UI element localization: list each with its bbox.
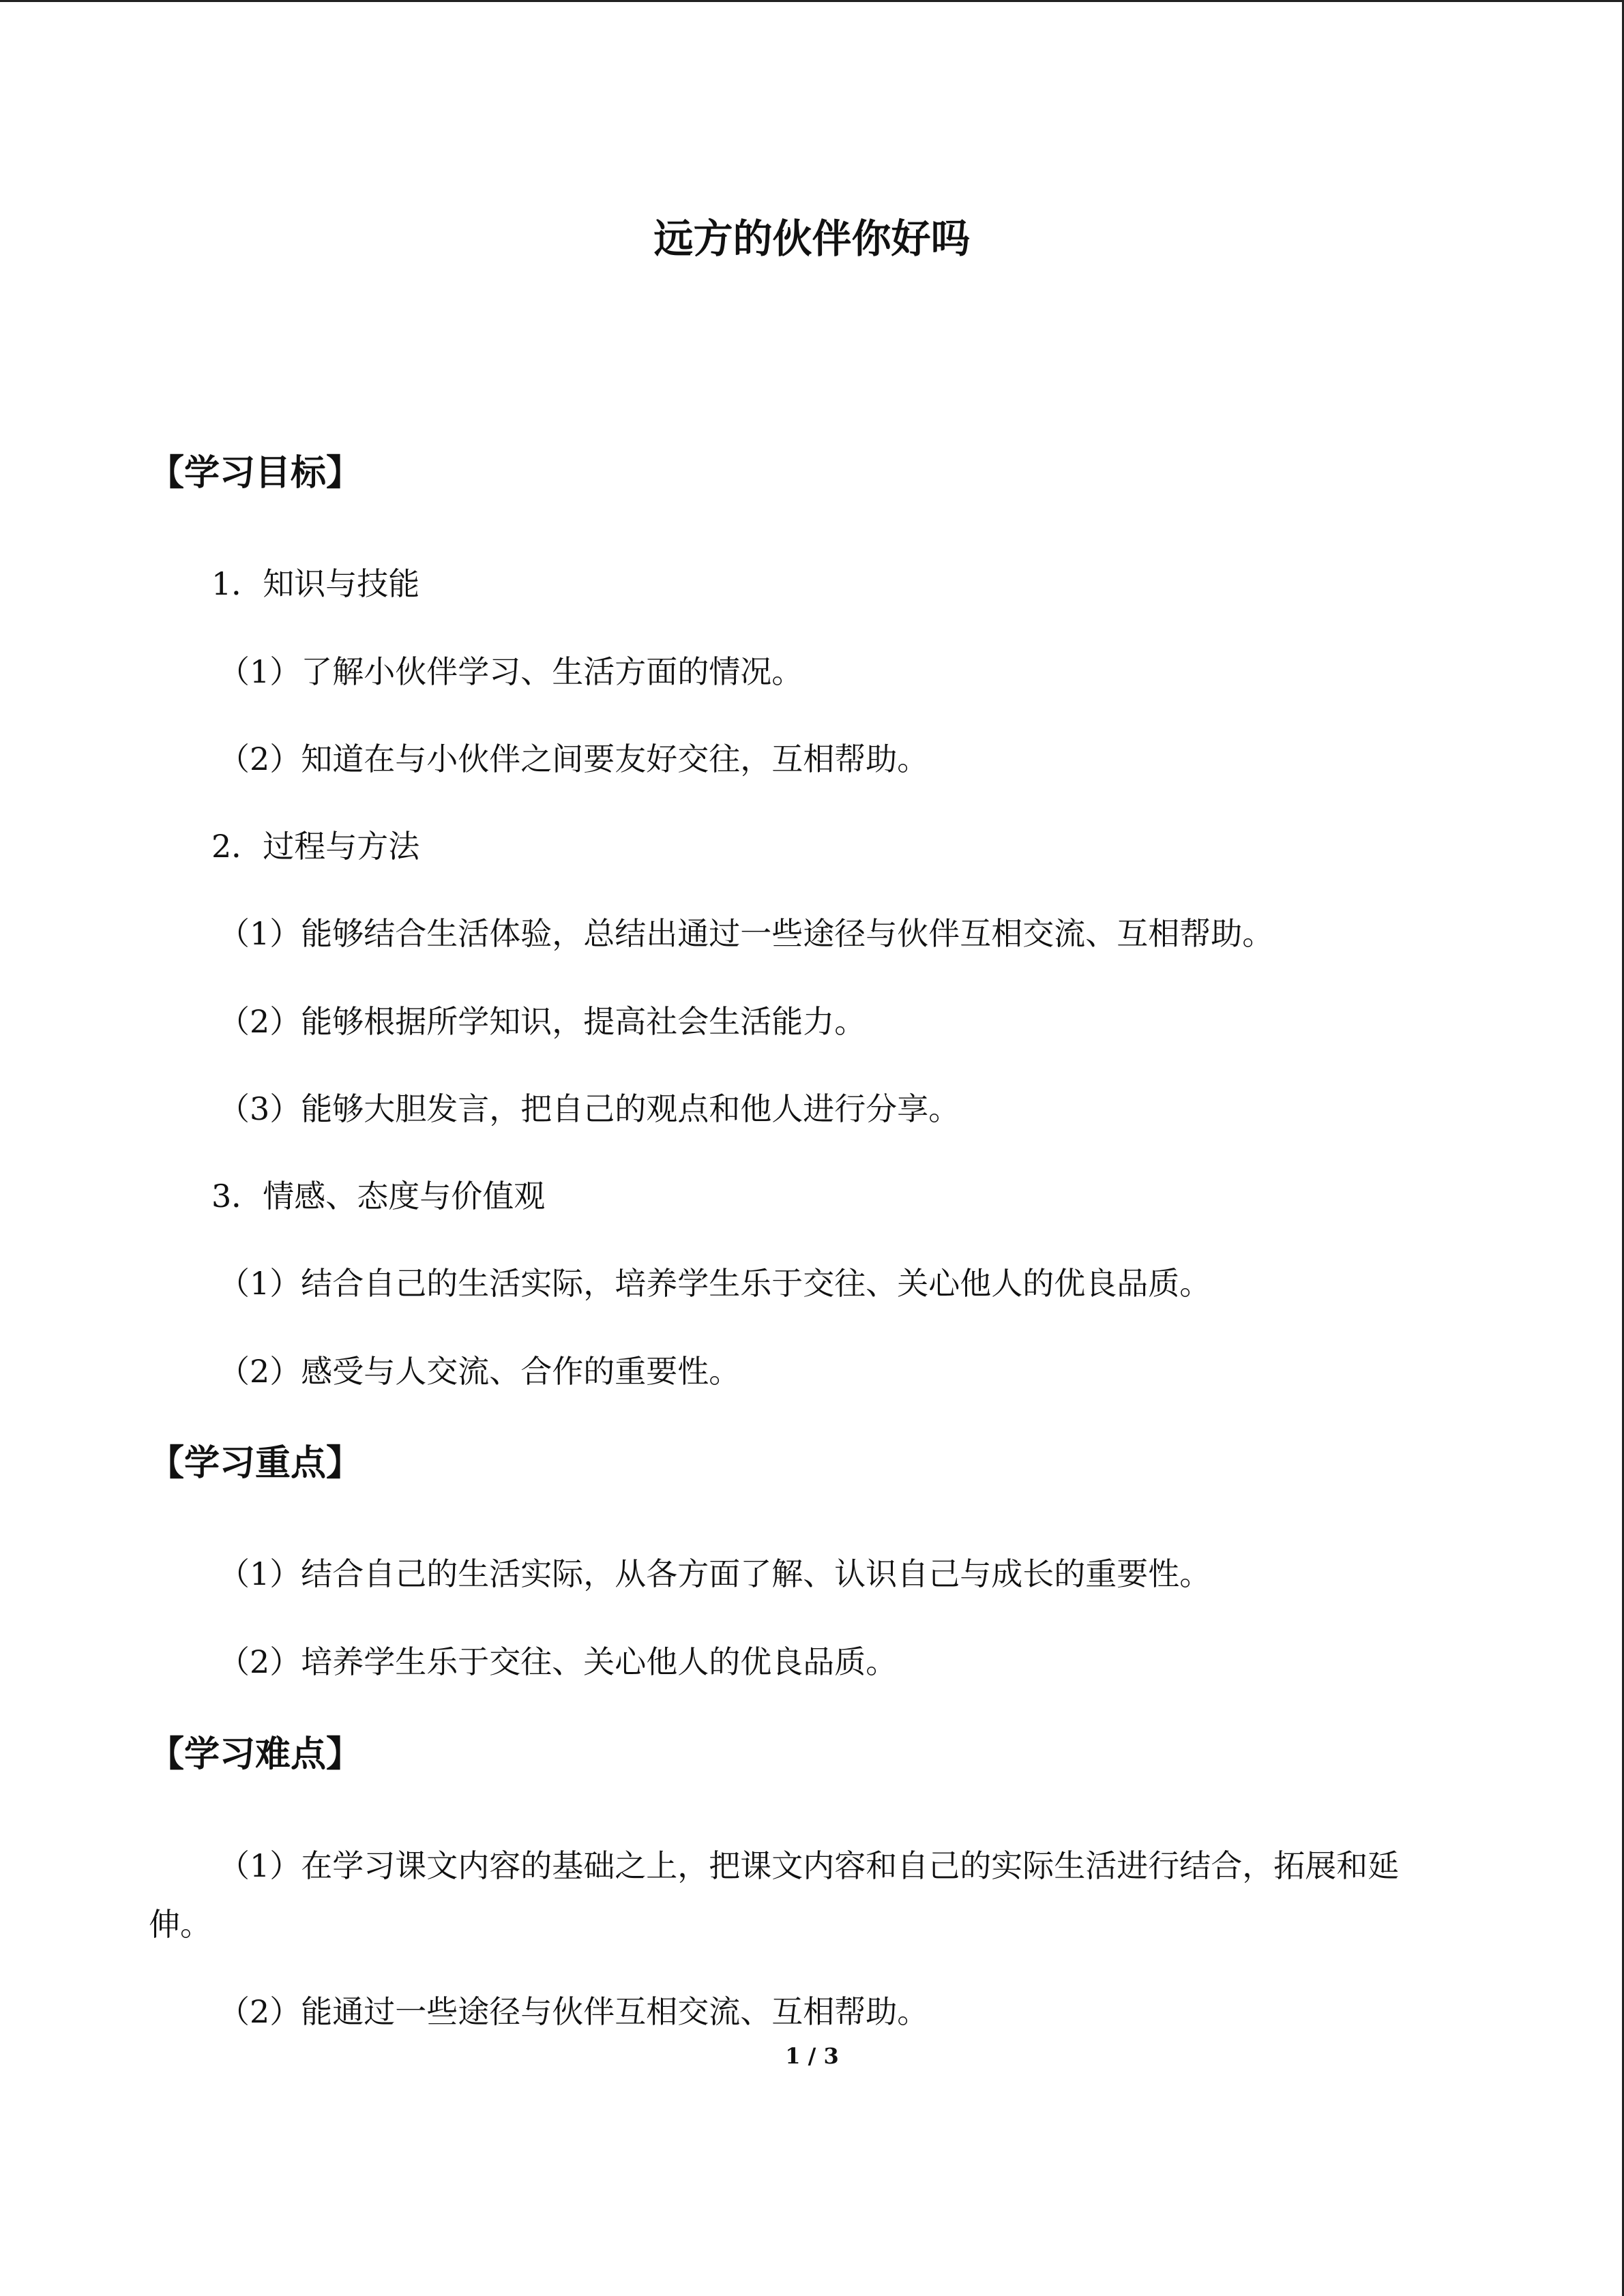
objective-item: （2）知道在与小伙伴之间要友好交往，互相帮助。 <box>218 741 929 777</box>
page-top-border <box>0 0 1624 2</box>
objective-group-label: 3．情感、态度与价值观 <box>211 1178 546 1214</box>
objective-group-label: 1．知识与技能 <box>211 565 420 602</box>
section-heading-key-points: 【学习重点】 <box>149 1442 362 1484</box>
section-heading-objectives: 【学习目标】 <box>149 452 362 494</box>
difficulty-item-continuation: 伸。 <box>149 1906 211 1943</box>
page-number: 1 / 3 <box>785 2043 839 2069</box>
objective-item: （3）能够大胆发言，把自己的观点和他人进行分享。 <box>218 1090 960 1127</box>
difficulty-item: （1）在学习课文内容的基础之上，把课文内容和自己的实际生活进行结合，拓展和延 <box>218 1847 1400 1884</box>
difficulty-item: （2）能通过一些途径与伙伴互相交流、互相帮助。 <box>218 1993 929 2030</box>
objective-item: （1）结合自己的生活实际，培养学生乐于交往、关心他人的优良品质。 <box>218 1265 1211 1302</box>
objective-item: （2）感受与人交流、合作的重要性。 <box>218 1353 741 1390</box>
document-title: 远方的伙伴你好吗 <box>653 215 971 262</box>
objective-item: （1）能够结合生活体验，总结出通过一些途径与伙伴互相交流、互相帮助。 <box>218 915 1274 952</box>
key-point-item: （2）培养学生乐于交往、关心他人的优良品质。 <box>218 1643 898 1680</box>
section-heading-difficulties: 【学习难点】 <box>149 1733 362 1775</box>
key-point-item: （1）结合自己的生活实际，从各方面了解、认识自己与成长的重要性。 <box>218 1555 1211 1592</box>
objective-group-label: 2．过程与方法 <box>211 828 420 865</box>
objective-item: （2）能够根据所学知识，提高社会生活能力。 <box>218 1003 866 1040</box>
objective-item: （1）了解小伙伴学习、生活方面的情况。 <box>218 653 803 690</box>
